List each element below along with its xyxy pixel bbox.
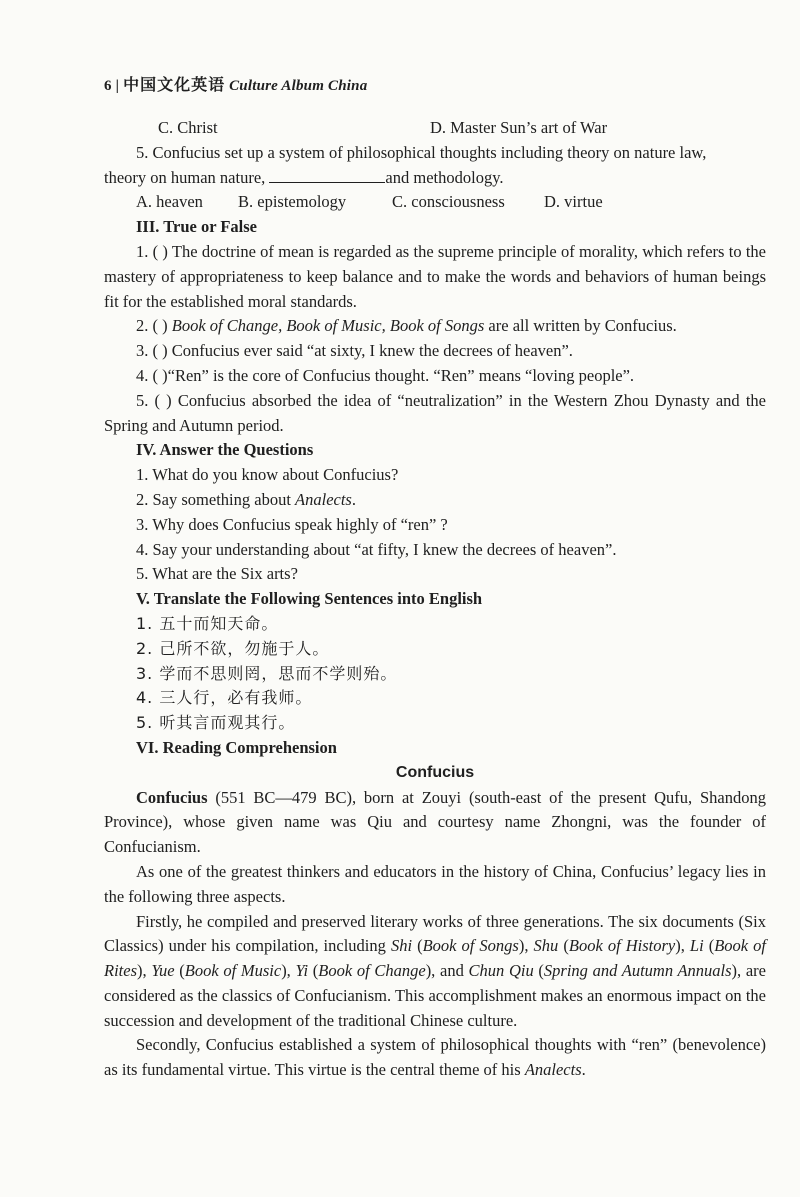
p3-text: ), <box>137 961 152 981</box>
option-b: B. epistemology <box>238 192 347 212</box>
reading-paragraph-3 <box>104 910 766 1034</box>
option-d: D. virtue <box>544 192 603 212</box>
reading-paragraph-2: As one of the greatest thinkers and educators in the history of China, Confucius’ legacy lies in the following three aspects. <box>104 861 766 906</box>
p3-italic: Shu <box>533 936 559 956</box>
reading-paragraph-4 <box>104 1033 766 1083</box>
p3-italic: Shi <box>390 936 413 956</box>
p3-italic: Li <box>689 936 704 956</box>
question-item-2-prefix: 2. Say something about <box>136 489 296 509</box>
p4-italic: Analects <box>524 1060 582 1080</box>
question-5-text-c: and methodology. <box>385 167 504 187</box>
question-5-text: 5. Confucius set up a system of philosophical thoughts including theory on nature law, <box>136 142 707 162</box>
p3-italic: Book of Music <box>184 961 282 981</box>
answer-blank <box>269 168 385 183</box>
question-item-4: 4. Say your understanding about “at fifty, I knew the decrees of heaven”. <box>136 539 617 559</box>
choice-row-q4 <box>104 116 766 141</box>
option-c: C. consciousness <box>392 192 505 212</box>
p3-text: ( <box>558 936 569 956</box>
tf-item-5: 5. ( ) Confucius absorbed the idea of “neutralization” in the Western Zhou Dynasty and the Spring and Autumn period. <box>104 390 766 435</box>
page-header <box>104 72 367 95</box>
tf-item-2 <box>104 314 766 339</box>
translate-item-3: 3. 学而不思则罔，思而不学则殆。 <box>136 663 398 683</box>
section-questions-title: IV. Answer the Questions <box>136 440 314 460</box>
question-item-2-suffix: . <box>351 489 356 509</box>
p3-italic: Book of Rites <box>104 936 767 981</box>
header-separator: | <box>115 78 120 94</box>
p3-italic: Yue <box>151 961 175 981</box>
option-d: D. Master Sun’s art of War <box>430 118 608 137</box>
question-5-text-b: theory on human nature, <box>104 167 266 187</box>
p3-italic: Book of Songs <box>422 936 519 956</box>
p3-text: ( <box>308 961 319 981</box>
option-a: A. heaven <box>136 192 203 212</box>
page-number: 6 <box>104 78 112 94</box>
reading-p1-rest: (551 BC—479 BC), born at Zouyi (south-east of the present Qufu, Shandong Province), whose given name was Qiu and courtesy name Zhongni, was the founder of Confucianism. <box>104 787 766 857</box>
question-item-3: 3. Why does Confucius speak highly of “ren” ? <box>136 514 448 534</box>
question-item-2 <box>104 488 766 513</box>
translate-item-2: 2. 己所不欲，勿施于人。 <box>136 638 330 658</box>
p3-text: ), <box>518 936 534 956</box>
book-title-cn: 中国文化英语 <box>123 75 226 94</box>
p3-italic: Yi <box>295 961 309 981</box>
section-reading-title: VI. Reading Comprehension <box>136 737 337 757</box>
tf-item-4: 4. ( )“Ren” is the core of Confucius thought. “Ren” means “loving people”. <box>136 365 635 385</box>
question-item-5: 5. What are the Six arts? <box>136 564 298 584</box>
question-5 <box>104 141 766 166</box>
question-5-continued <box>104 166 766 191</box>
choice-row-q5 <box>104 190 766 215</box>
translate-item-1: 1. 五十而知天命。 <box>136 613 279 633</box>
p3-italic: Book of Change <box>318 961 426 981</box>
p3-text: ( <box>533 961 544 981</box>
page-content <box>104 116 766 1083</box>
tf-item-3: 3. ( ) Confucius ever said “at sixty, I knew the decrees of heaven”. <box>136 341 573 361</box>
p3-text: ( <box>703 936 715 956</box>
p3-italic: Chun Qiu <box>468 961 534 981</box>
reading-heading: Confucius <box>395 763 475 781</box>
translate-item-5: 5. 听其言而观其行。 <box>136 713 296 733</box>
p3-text: ), <box>675 936 690 956</box>
option-c: C. Christ <box>158 118 218 137</box>
p3-text: ), are considered as the classics of Confucianism. This accomplishment makes an enormous impact on the succession and development of the traditional Chinese culture. <box>104 961 766 1030</box>
tf-item-1: 1. ( ) The doctrine of mean is regarded as the supreme principle of morality, which refers to the mastery of appropriateness to keep balance and to make the words and behaviors of human beings fit for the established moral standards. <box>104 241 766 311</box>
section-true-false-title: III. True or False <box>136 217 258 237</box>
p3-text: ( <box>174 961 185 981</box>
p4-text: Secondly, Confucius established a system of philosophical thoughts with “ren” (benevolence) as its fundamental virtue. This virtue is the central theme of his <box>104 1035 766 1080</box>
p3-italic: Book of History <box>568 936 676 956</box>
book-title-en: Culture Album China <box>229 78 368 94</box>
p3-text: ), <box>281 961 296 981</box>
p3-text: Firstly, he compiled and preserved literary works of three generations. The six documents (Six Classics) under his compilation, including <box>104 911 766 956</box>
p3-italic: Spring and Autumn Annuals <box>543 961 732 981</box>
tf-item-2-prefix: 2. ( ) <box>136 316 172 336</box>
p4-text: . <box>581 1060 586 1080</box>
translate-item-4: 4. 三人行，必有我师。 <box>136 688 313 708</box>
p3-text: ), and <box>425 961 469 981</box>
reading-paragraph-1 <box>104 786 766 860</box>
question-item-1: 1. What do you know about Confucius? <box>136 465 399 485</box>
tf-item-2-titles: Book of Change, Book of Music, Book of Songs <box>171 316 485 336</box>
reading-p1-bold: Confucius <box>136 787 208 807</box>
section-translate-title: V. Translate the Following Sentences into English <box>136 589 483 609</box>
tf-item-2-suffix: are all written by Confucius. <box>484 316 677 336</box>
question-item-2-italic: Analects <box>295 489 352 509</box>
p3-text: ( <box>412 936 423 956</box>
